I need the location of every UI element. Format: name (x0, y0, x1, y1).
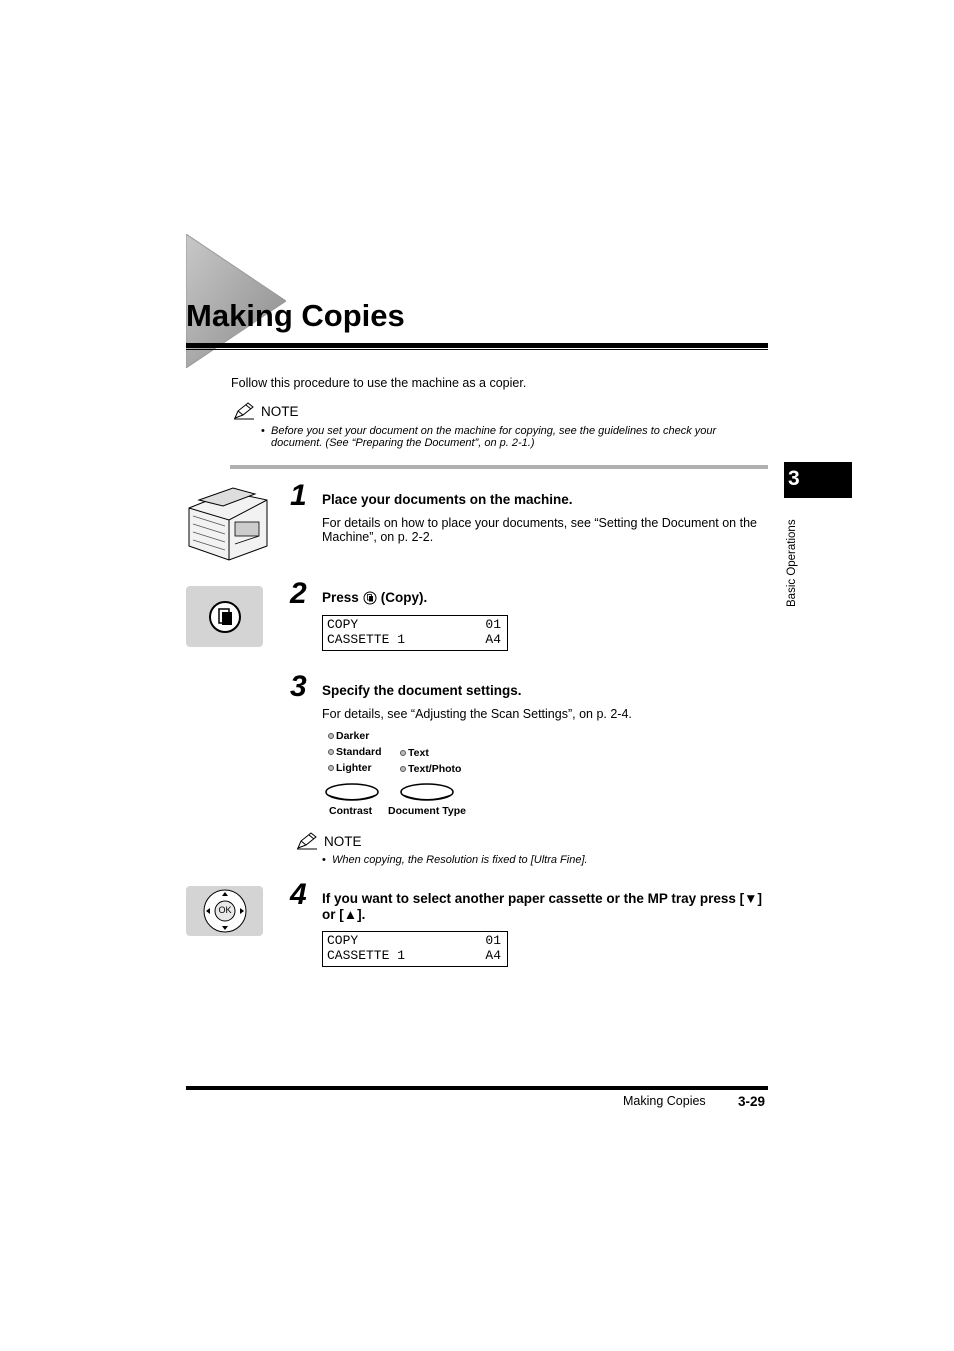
document-type-key-icon (399, 782, 455, 804)
lcd-row (327, 933, 501, 948)
footer-rule (186, 1086, 768, 1090)
lcd-source: CASSETTE 1 (327, 948, 406, 963)
step-body: For details, see “Adjusting the Scan Settings”, on p. 2-4. (322, 707, 632, 721)
note-label: NOTE (261, 403, 299, 419)
printer-machine-icon (185, 486, 269, 566)
lcd-row (327, 948, 501, 963)
lcd-size: A4 (485, 632, 501, 647)
lcd-display (322, 615, 508, 651)
indicator-light-icon (400, 766, 406, 772)
note-header (233, 402, 768, 420)
lcd-row (327, 617, 501, 632)
chapter-label-text: Basic Operations (786, 519, 798, 607)
note-block (233, 402, 768, 449)
note-item: • When copying, the Resolution is fixed to [Ultra Fine]. (322, 854, 766, 866)
page-title: Making Copies (186, 298, 405, 333)
section-divider (230, 465, 768, 469)
chapter-tab: 3 (784, 462, 852, 498)
indicator-light-icon (328, 749, 334, 755)
step-number: 2 (290, 577, 307, 610)
note-block (296, 832, 766, 866)
doctype-option (400, 763, 461, 775)
footer-page-number: 3-29 (738, 1094, 766, 1109)
contrast-option (328, 762, 372, 774)
contrast-key-label: Contrast (329, 805, 373, 817)
step-number: 3 (290, 670, 307, 703)
title-rule-thin (186, 349, 768, 350)
footer-section-title: Making Copies (623, 1094, 706, 1108)
ok-key-label: OK (218, 905, 232, 915)
settings-panel (322, 728, 482, 822)
indicator-light-icon (328, 733, 334, 739)
step-title: Specify the document settings. (322, 683, 522, 698)
note-header (296, 832, 766, 850)
lcd-size: A4 (485, 948, 501, 963)
contrast-option-label: Darker (336, 730, 370, 742)
lcd-count: 01 (485, 933, 501, 948)
indicator-light-icon (328, 765, 334, 771)
document-type-key-label: Document Type (388, 805, 466, 817)
chapter-label (786, 503, 800, 607)
copy-key-inline-icon (363, 591, 377, 605)
indicator-light-icon (400, 750, 406, 756)
title-rule (186, 343, 768, 348)
step-title-pre: Press (322, 590, 359, 605)
step-title: If you want to select another paper cassette or the MP tray press [▼] or [▲]. (322, 891, 762, 922)
nav-keys-box (186, 886, 263, 936)
step-title: Place your documents on the machine. (322, 492, 573, 507)
step-title (322, 590, 427, 606)
doctype-option-label: Text/Photo (408, 763, 462, 775)
contrast-option-label: Lighter (336, 762, 372, 774)
doctype-option-label: Text (408, 747, 429, 759)
contrast-option (328, 746, 382, 758)
lcd-row (327, 632, 501, 647)
pencil-note-icon (233, 402, 255, 420)
lcd-display (322, 931, 508, 967)
note-list (261, 425, 741, 449)
lcd-mode: COPY (327, 617, 359, 632)
intro-text: Follow this procedure to use the machine as a copier. (231, 376, 527, 390)
step-title-post: (Copy). (380, 590, 428, 605)
note-label: NOTE (324, 833, 362, 849)
step-body: For details on how to place your documents, see “Setting the Document on the Machine”, on p. 2-2. (322, 516, 757, 544)
lcd-source: CASSETTE 1 (327, 632, 406, 647)
contrast-option (328, 730, 369, 742)
doctype-option (400, 747, 429, 759)
copy-key-icon (208, 600, 242, 634)
contrast-key-icon (324, 782, 380, 804)
note-item: • Before you set your document on the machine for copying, see the guidelines to check your document. (See “Preparing the Document”, on p. 2-1.) (261, 425, 741, 449)
lcd-mode: COPY (327, 933, 359, 948)
step-number: 4 (290, 878, 307, 911)
lcd-count: 01 (485, 617, 501, 632)
step-number: 1 (290, 479, 307, 512)
note-list (322, 854, 766, 866)
copy-key-box (186, 586, 263, 647)
pencil-note-icon (296, 832, 318, 850)
contrast-option-label: Standard (336, 746, 382, 758)
